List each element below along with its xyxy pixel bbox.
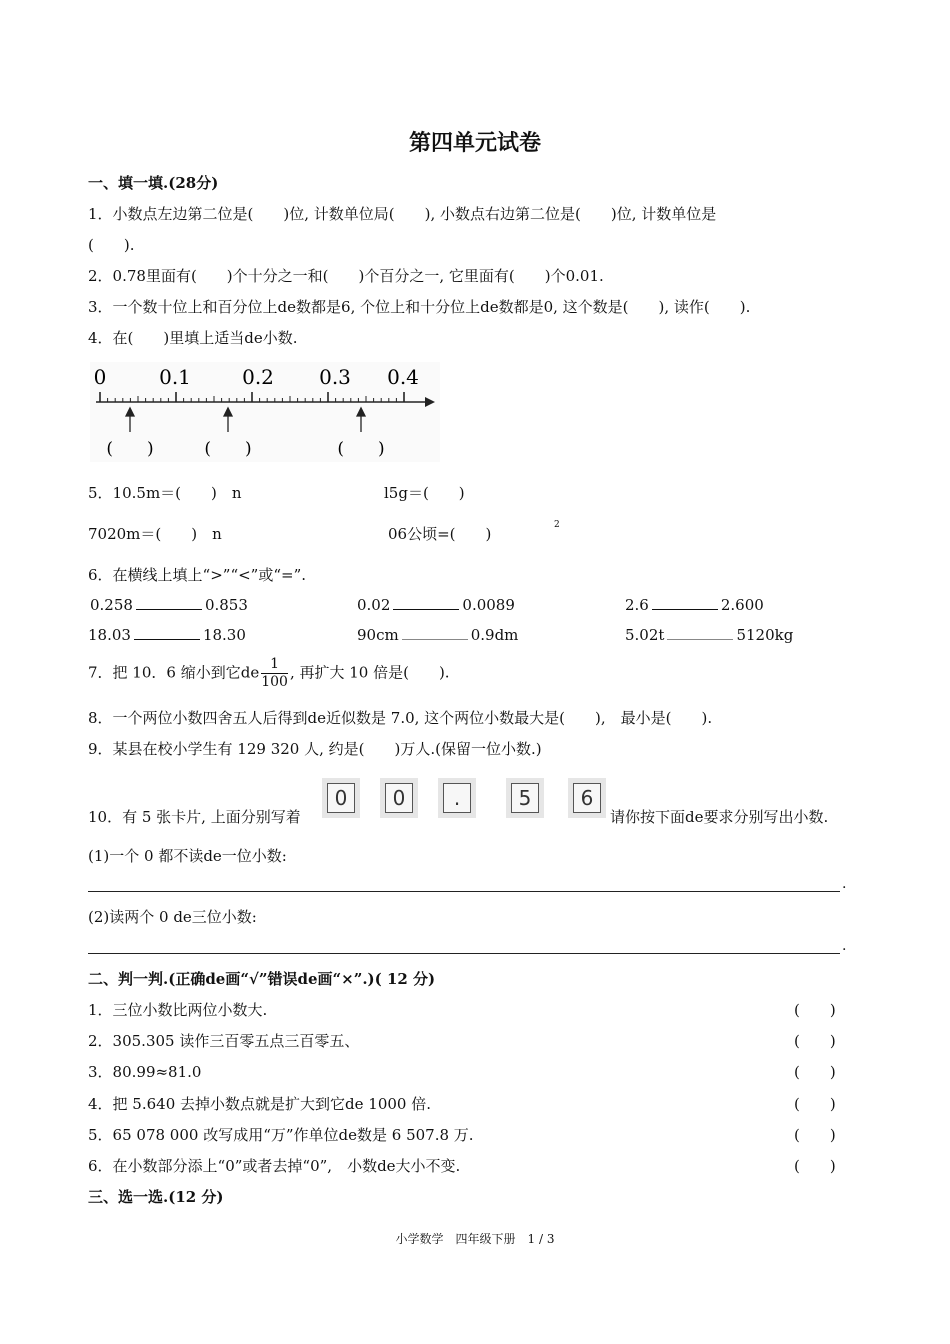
- q6-r1c2-left: 0.02: [357, 596, 391, 614]
- q7-post-text: , 再扩大 10 倍是( ).: [289, 663, 450, 682]
- judge-answer-2[interactable]: ( ): [794, 1032, 836, 1050]
- page-title: 第四单元试卷: [408, 130, 541, 156]
- q6-row1-col1: [90, 595, 248, 614]
- card-5: [568, 778, 606, 818]
- number-line-label-0-3: 0.3: [319, 365, 351, 389]
- judge-answer-4[interactable]: ( ): [794, 1095, 836, 1113]
- question-4: 4．在( )里填上适当de小数.: [88, 329, 298, 347]
- q6-r1c3-left: 2.6: [625, 596, 649, 614]
- q6-r1c1-right: 0.853: [204, 596, 248, 614]
- question-1-line-2: ( ).: [88, 236, 135, 254]
- q6-row2-col3: [625, 625, 793, 644]
- judge-answer-6[interactable]: ( ): [794, 1157, 836, 1175]
- number-line-label-0-1: 0.1: [159, 365, 191, 389]
- card-2: [380, 778, 418, 818]
- q7-numerator: 1: [261, 656, 288, 674]
- q6-r1c1-blank[interactable]: [136, 595, 202, 610]
- number-line-svg: [90, 362, 440, 462]
- q6-r1c3-blank[interactable]: [652, 595, 718, 610]
- number-line-figure: [90, 362, 440, 466]
- judge-item-4: 4．把 5.640 去掉小数点就是扩大到它de 1000 倍.: [88, 1095, 431, 1113]
- q6-row1-col2: [357, 595, 515, 614]
- judge-item-3: 3．80.99≈81.0: [88, 1063, 202, 1081]
- card-5-digit: 6: [573, 783, 601, 813]
- question-10-post: 请你按下面de要求分别写出小数.: [610, 808, 829, 826]
- number-line-blank-2: ( ): [204, 439, 252, 459]
- number-line-blank-3: ( ): [337, 439, 385, 459]
- q6-r1c1-left: 0.258: [90, 596, 133, 614]
- section-1-heading: 一、填一填.(28分): [88, 174, 219, 192]
- question-5-superscript: 2: [554, 520, 560, 530]
- question-3: 3．一个数十位上和百分位上de数都是6, 个位上和十分位上de数都是0, 这个数是( ), 读作( ).: [88, 298, 751, 316]
- q6-row2-col2: [357, 625, 518, 644]
- q6-r2c2-left: 90cm: [357, 626, 399, 644]
- q6-r2c1-blank[interactable]: [134, 625, 200, 640]
- answer-line-2-dot: .: [842, 938, 847, 954]
- question-7: [88, 656, 450, 691]
- card-1: [322, 778, 360, 818]
- card-4-digit: 5: [511, 783, 539, 813]
- question-5a: 5．10.5m＝( ) n: [88, 484, 242, 502]
- judge-item-2: 2．305.305 读作三百零五点三百零五、: [88, 1032, 360, 1050]
- q6-row2-col1: [88, 625, 246, 644]
- q6-r2c2-right: 0.9dm: [470, 626, 519, 644]
- question-6-stem: 6．在横线上填上“>”“<”或“=”.: [88, 566, 307, 584]
- judge-item-6: 6．在小数部分添上“0”或者去掉“0”, 小数de大小不变.: [88, 1157, 461, 1175]
- question-5b: l5g＝( ): [384, 484, 465, 502]
- q7-pre-text: 7．把 10．6 缩小到它de: [88, 663, 260, 682]
- judge-answer-3[interactable]: ( ): [794, 1063, 836, 1081]
- q6-r2c3-blank[interactable]: [667, 625, 733, 640]
- question-9: 9．某县在校小学生有 129 320 人, 约是( )万人.(保留一位小数.): [88, 740, 542, 758]
- number-line-blank-1: ( ): [106, 439, 154, 459]
- judge-answer-5[interactable]: ( ): [794, 1126, 836, 1144]
- q6-r2c1-left: 18.03: [88, 626, 131, 644]
- q6-r1c3-right: 2.600: [720, 596, 764, 614]
- q7-denominator: 100: [261, 674, 288, 690]
- answer-line-1[interactable]: [88, 891, 840, 892]
- card-4: [506, 778, 544, 818]
- q6-row1-col3: [625, 595, 764, 614]
- number-line-label-0-4: 0.4: [387, 365, 419, 389]
- q6-r2c3-left: 5.02t: [625, 626, 665, 644]
- question-10-pre: 10．有 5 张卡片, 上面分别写着: [88, 808, 301, 826]
- section-3-heading: 三、选一选.(12 分): [88, 1188, 224, 1206]
- question-8: 8．一个两位小数四舍五人后得到de近似数是 7.0, 这个两位小数最大是( ), 最小是( ).: [88, 709, 713, 727]
- section-2-heading: 二、判一判.(正确de画“√”错误de画“×”.)( 12 分): [88, 970, 436, 988]
- question-5d: 06公顷=( ): [388, 525, 492, 543]
- question-5c: 7020m＝( ) n: [88, 525, 222, 543]
- card-2-digit: 0: [385, 783, 413, 813]
- answer-line-2[interactable]: [88, 953, 840, 954]
- card-1-digit: 0: [327, 783, 355, 813]
- question-1-line-1: 1．小数点左边第二位是( )位, 计数单位局( ), 小数点右边第二位是( )位, 计数单位是: [88, 205, 717, 223]
- card-3: [438, 778, 476, 818]
- card-3-digit: .: [443, 783, 471, 813]
- page-footer: 小学数学 四年级下册 1 / 3: [395, 1232, 555, 1246]
- judge-answer-1[interactable]: ( ): [794, 1001, 836, 1019]
- q6-r2c2-blank[interactable]: [402, 625, 468, 640]
- judge-item-5: 5．65 078 000 改写成用“万”作单位de数是 6 507.8 万.: [88, 1126, 474, 1144]
- q6-r1c2-right: 0.0089: [462, 596, 515, 614]
- q6-r2c3-right: 5120kg: [736, 626, 794, 644]
- q6-r1c2-blank[interactable]: [393, 595, 459, 610]
- question-10-sub-2: (2)读两个 0 de三位小数:: [88, 908, 257, 926]
- number-line-label-0: 0: [93, 365, 107, 389]
- question-10-sub-1: (1)一个 0 都不读de一位小数:: [88, 847, 287, 865]
- answer-line-1-dot: .: [842, 876, 847, 892]
- q6-r2c1-right: 18.30: [202, 626, 246, 644]
- number-line-label-0-2: 0.2: [242, 365, 274, 389]
- judge-item-1: 1．三位小数比两位小数大.: [88, 1001, 268, 1019]
- q7-fraction: [261, 656, 288, 691]
- question-2: 2．0.78里面有( )个十分之一和( )个百分之一, 它里面有( )个0.01.: [88, 267, 604, 285]
